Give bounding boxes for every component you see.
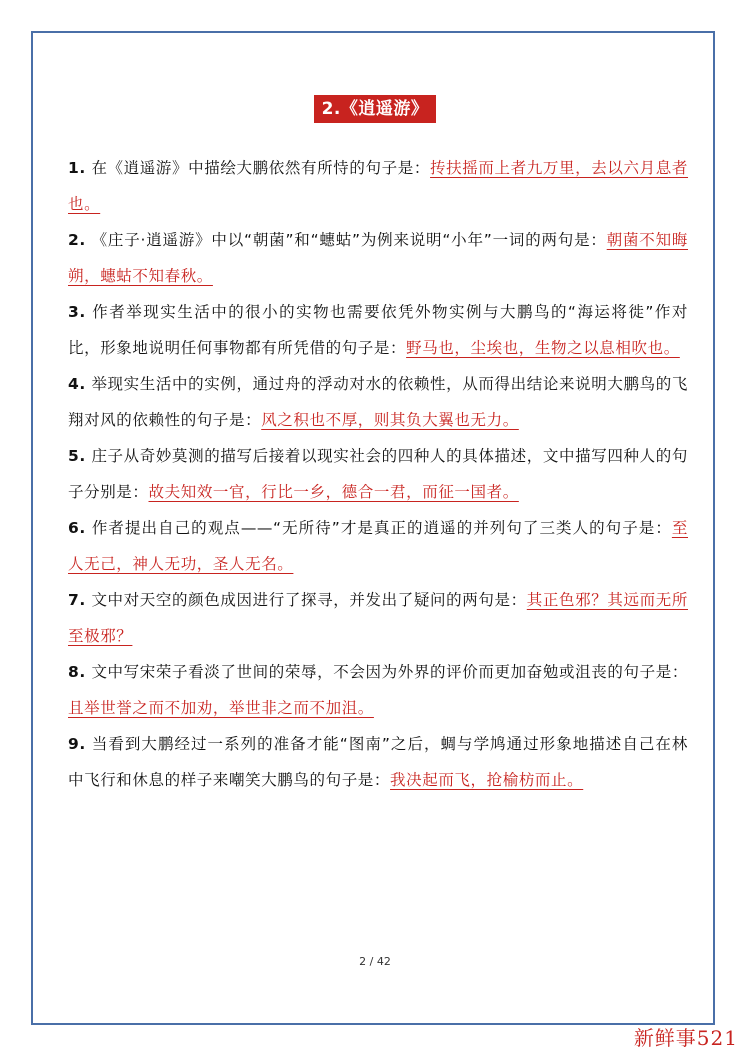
question-text: 举现实生活中的实例，通过舟的浮动对水的依赖性，从而得出结论来说明大鹏鸟的飞翔对风的依赖性的句子是： <box>68 375 689 429</box>
question-item <box>68 726 688 798</box>
question-item <box>68 150 688 222</box>
page-number: 2 / 42 <box>359 955 391 968</box>
question-number: 1. <box>68 159 86 177</box>
question-text: 《庄子·逍遥游》中以“朝菌”和“蟪蛄”为例来说明“小年”一词的两句是： <box>91 231 607 249</box>
question-number: 6. <box>68 519 86 537</box>
question-number: 7. <box>68 591 86 609</box>
answer-text: 故夫知效一官，行比一乡，德合一君，而征一国者。 <box>148 483 519 501</box>
question-number: 8. <box>68 663 86 681</box>
question-item <box>68 654 688 726</box>
question-number: 4. <box>68 375 86 393</box>
question-item <box>68 294 688 366</box>
question-text: 作者提出自己的观点——“无所待”才是真正的逍遥的并列句了三类人的句子是： <box>91 519 672 537</box>
answer-text: 野马也，尘埃也，生物之以息相吹也。 <box>406 339 680 357</box>
title-container <box>0 95 750 123</box>
question-list <box>68 150 688 798</box>
question-item <box>68 582 688 654</box>
answer-text: 且举世誉之而不加劝，举世非之而不加沮。 <box>68 699 374 717</box>
question-text: 作者举现实生活中的很小的实物也需要依凭外物实例与大鹏鸟的“海运将徙”作对比，形象地说明任何事物都有所凭借的句子是： <box>68 303 688 357</box>
question-item <box>68 366 688 438</box>
section-title: 2.《逍遥游》 <box>314 95 437 123</box>
watermark-text: 新鲜事521 <box>633 1026 738 1050</box>
question-item <box>68 438 688 510</box>
question-text: 在《逍遥游》中描绘大鹏依然有所恃的句子是： <box>91 159 431 177</box>
answer-text: 我决起而飞，抢榆枋而止。 <box>390 771 584 789</box>
question-number: 3. <box>68 303 86 321</box>
question-number: 5. <box>68 447 86 465</box>
question-number: 2. <box>68 231 86 249</box>
question-text: 文中对天空的颜色成因进行了探寻，并发出了疑问的两句是： <box>91 591 527 609</box>
answer-text: 风之积也不厚，则其负大翼也无力。 <box>261 411 519 429</box>
question-item <box>68 222 688 294</box>
question-item <box>68 510 688 582</box>
question-text: 文中写宋荣子看淡了世间的荣辱，不会因为外界的评价而更加奋勉或沮丧的句子是： <box>91 663 689 681</box>
answer-text: 抟扶摇而上者九万里，去以六月息者也。 <box>68 159 689 213</box>
answer-text: 朝菌不知晦朔，蟪蛄不知春秋。 <box>68 231 689 285</box>
answer-text: 其正色邪？其远而无所至极邪？ <box>68 591 688 645</box>
question-text: 当看到大鹏经过一系列的准备才能“图南”之后，蜩与学鸠通过形象地描述自己在林中飞行和休息的样子来嘲笑大鹏鸟的句子是： <box>68 735 689 789</box>
question-number: 9. <box>68 735 86 753</box>
answer-text: 至人无己，神人无功，圣人无名。 <box>68 519 688 573</box>
question-text: 庄子从奇妙莫测的描写后接着以现实社会的四种人的具体描述，文中描写四种人的句子分别是： <box>68 447 689 501</box>
